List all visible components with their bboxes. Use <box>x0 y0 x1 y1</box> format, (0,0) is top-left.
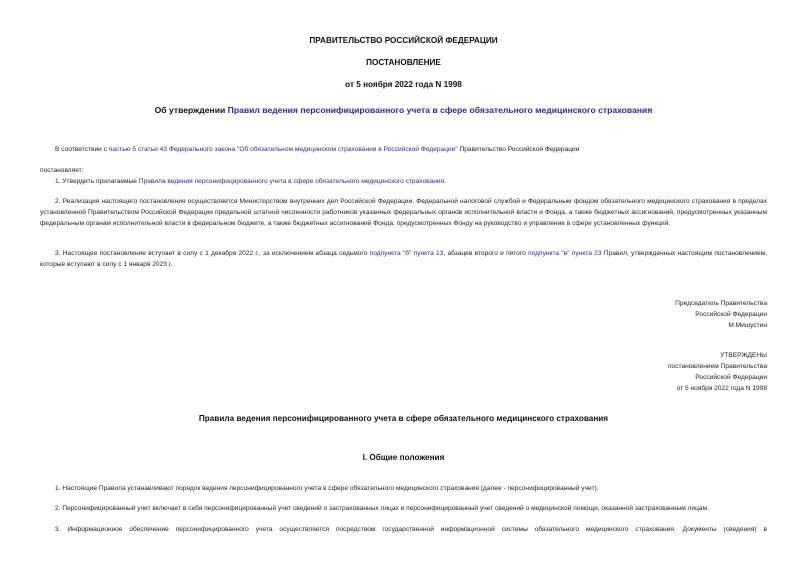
approved-org: Российской Федерации <box>695 374 767 381</box>
paragraph-1 <box>55 178 446 185</box>
intro-paragraph <box>55 146 579 153</box>
federal-law-link[interactable]: частью 5 статьи 43 Федерального закона "Об обязательном медицинском страховании в Российской Федерации" <box>108 146 458 153</box>
intro-text: В соответствии с <box>55 146 109 153</box>
rules-item-2: 2. Персонифицированный учет включает в себя персонифицированный учет сведений о застрахованных лицах и персонифицированный учет сведений о медицинской помощи, оказанной застрахованным лицам. <box>55 505 709 512</box>
rules-title: Правила ведения персонифицированного учета в сфере обязательного медицинского страхования <box>198 414 609 423</box>
section-heading: I. Общие положения <box>362 453 445 462</box>
rules-link[interactable]: Правила ведения персонифицированного учета в сфере обязательного медицинского страхования <box>138 178 445 185</box>
paragraph-2: 2. Реализация настоящего постановления осуществляется Министерством внутренних дел Российской Федерации, Федеральной налоговой службой и Федеральным фондом обязательного медицинского страхования в пределах установленной Правительством Российской Федерации предельной штатной численности работников указанных федеральных органов исполнительной власти и Фонда, а также бюджетных ассигнований, предусмотренных указанным федеральным органам исполнительной власти в федеральном бюджете, а также бюджетных ассигнований Фонда, предусмотренных Фонду на руководство и управление в сфере установленных функций. <box>40 198 767 227</box>
document-date-number: от 5 ноября 2022 года N 1998 <box>345 80 462 89</box>
signature-org: Российской Федерации <box>695 311 767 318</box>
title-prefix: Об утверждении <box>154 105 228 115</box>
government-name: ПРАВИТЕЛЬСТВО РОССИЙСКОЙ ФЕДЕРАЦИИ <box>309 36 498 45</box>
document-type: ПОСТАНОВЛЕНИЕ <box>366 58 441 67</box>
p3-text-a: 3. Настоящее постановление вступает в силу с 1 декабря 2022 г., за исключением абзаца седьмого <box>55 250 370 257</box>
title-rules-link[interactable]: Правил ведения персонифицированного учета в сфере обязательного медицинского страхования <box>227 105 653 115</box>
signature-name: М.Мишустин <box>728 322 767 329</box>
document-title <box>0 105 807 115</box>
approved-date: от 5 ноября 2022 года N 1998 <box>676 385 767 392</box>
approved-label: УТВЕРЖДЕНЫ <box>720 352 767 359</box>
rules-item-1: 1. Настоящие Правила устанавливают порядок ведения персонифицированного учета в сфере обязательного медицинского страхования (далее - персонифицированный учет). <box>55 485 599 492</box>
intro-text-end: Правительство Российской Федерации <box>457 146 580 153</box>
p1-text: 1. Утвердить прилагаемые <box>55 178 139 185</box>
p3-text-c: Правил, утвержденных настоящим постановлением, которые вступают в силу с 1 января 2023 г. <box>40 250 768 268</box>
signature-position: Председатель Правительства <box>675 300 767 307</box>
subitem-13-link[interactable]: подпункта "б" пункта 13 <box>369 250 444 257</box>
approved-by: постановлением Правительства <box>667 363 767 370</box>
p1-end: . <box>444 178 446 185</box>
paragraph-3 <box>40 248 767 270</box>
signature-block <box>675 298 767 331</box>
approval-block <box>668 350 767 394</box>
rules-item-3: 3. Информационное обеспечение персонифицированного учета осуществляется посредством государственной информационной системы обязательного медицинского страхования. Документы (сведения) в <box>55 526 767 533</box>
decree-word: постановляет: <box>40 167 84 174</box>
subitem-23-link[interactable]: подпункта "в" пункта 23 <box>528 250 602 257</box>
p3-text-b: , абзацев второго и пятого <box>443 250 529 257</box>
